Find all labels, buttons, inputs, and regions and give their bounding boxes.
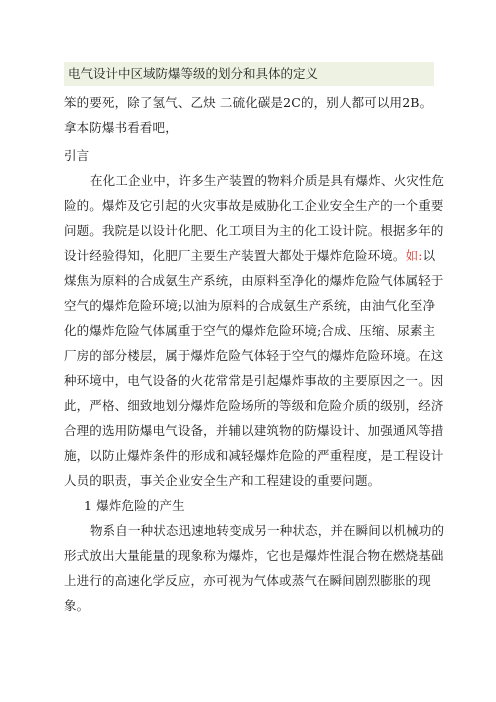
document-title: 电气设计中区域防爆等级的划分和具体的定义 (64, 62, 434, 86)
paragraph-line: 种环境中，电气设备的火花常常是引起爆炸事故的主要原因之一。因 (64, 373, 444, 388)
document-page (64, 62, 445, 618)
section-heading-introduction: 引言 (64, 148, 90, 163)
paragraph-line: 险的。爆炸及它引起的火灾事故是威胁化工企业安全生产的一个重要 (64, 198, 444, 213)
paragraph-line (64, 243, 434, 268)
paragraph-line: 上进行的高速化学反应，亦可视为气体或蒸气在瞬间剧烈膨胀的现 (64, 573, 431, 588)
intro-line-1: 笨的要死，除了氢气、乙炔 二硫化碳是2C的，别人都可以用2B。 (64, 95, 433, 110)
paragraph-line: 合理的选用防爆电气设备，并辅以建筑物的防爆设计、加强通风等措 (64, 423, 444, 438)
intro-line-2: 拿本防爆书看看吧， (64, 120, 178, 135)
paragraph-1 (64, 168, 445, 493)
paragraph-line: 形式放出大量能量的现象称为爆炸，它也是爆炸性混合物在燃烧基础 (64, 548, 444, 563)
paragraph-line: 问题。我院是以设计化肥、化工项目为主的化工设计院。根据多年的 (64, 223, 444, 238)
paragraph-line: 人员的职责，事关企业安全生产和工程建设的重要问题。 (64, 473, 381, 488)
paragraph-text: 设计经验得知，化肥厂主要生产装置大都处于爆炸危险环境。 (64, 248, 406, 263)
section-heading-explosion-hazard: 1 爆炸危险的产生 (84, 498, 185, 513)
paragraph-2 (64, 518, 445, 618)
highlighted-text: 如: (405, 248, 423, 263)
paragraph-text: 以 (422, 248, 436, 263)
paragraph-line: 此，严格、细致地划分爆炸危险场所的等级和危险介质的级别，经济 (64, 398, 444, 413)
paragraph-line: 化的爆炸危险气体属重于空气的爆炸危险环境;合成、压缩、尿素主 (64, 323, 436, 338)
paragraph-line: 煤焦为原料的合成氨生产系统，由原料至净化的爆炸危险气体属轻于 (64, 273, 444, 288)
paragraph-line: 在化工企业中，许多生产装置的物料介质是具有爆炸、火灾性危 (90, 173, 445, 188)
paragraph-line: 空气的爆炸危险环境;以油为原料的合成氨生产系统，由油气化至净 (64, 298, 436, 313)
paragraph-line: 物系自一种状态迅速地转变成另一种状态，并在瞬间以机械功的 (90, 523, 445, 538)
paragraph-line: 象。 (64, 598, 90, 613)
paragraph-line: 厂房的部分楼层，属于爆炸危险气体轻于空气的爆炸危险环境。在这 (64, 348, 444, 363)
paragraph-line: 施，以防止爆炸条件的形成和减轻爆炸危险的严重程度，是工程设计 (64, 448, 444, 463)
